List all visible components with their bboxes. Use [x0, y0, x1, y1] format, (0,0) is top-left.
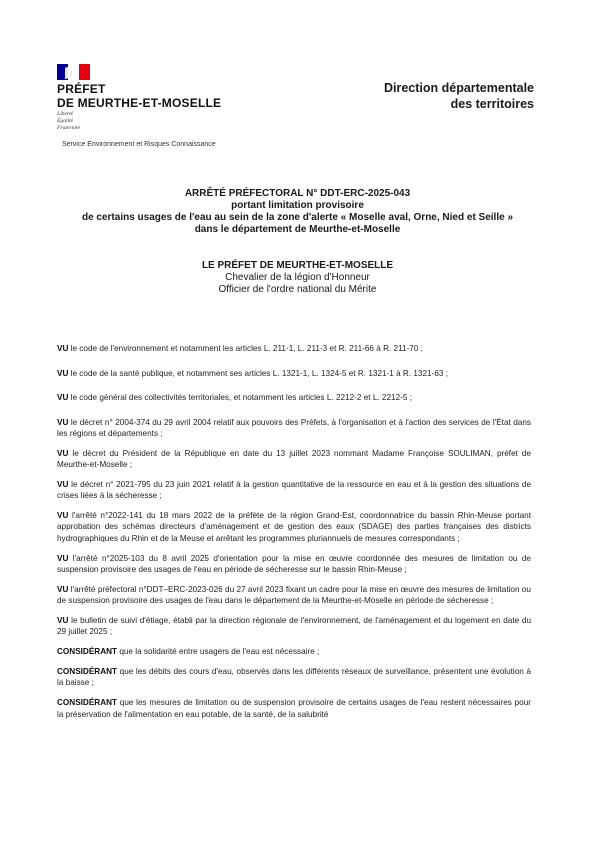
paragraph-text: le code de la santé publique, et notamment ses articles L. 1321-1, L. 1324-5 et R. 1321-1 à R. 1321-63 ; — [70, 368, 448, 378]
marianne-logo — [57, 64, 90, 80]
prefecture-name-line1: PRÉFET — [57, 82, 106, 96]
prefecture-name-line2: DE MEURTHE-ET-MOSELLE — [57, 95, 222, 110]
motto-liberte: Liberté — [57, 111, 74, 117]
paragraph-text: le bulletin de suivi d'étiage, établi par la direction régionale de l'environnement, de l'aménagement et du logement en date du 29 juillet 2025 ; — [57, 616, 531, 637]
legal-basis-paragraph — [57, 510, 531, 543]
paragraph-text: l'arrêté préfectoral n°DDT–ERC-2023-026 du 27 avril 2023 fixant un cadre pour la mise en œuvre des mesures de limitation ou de suspension provisoire des usages de l'eau dans le département de la Meurthe-et-Moselle en période de sécheresse ; — [57, 584, 531, 605]
decree-subject-line3: dans le département de Meurthe-et-Moselle — [194, 224, 401, 235]
legal-basis-paragraph — [57, 343, 531, 354]
decree-title — [40, 188, 555, 236]
paragraph-keyword: VU — [57, 511, 69, 521]
paragraph-keyword: VU — [57, 417, 69, 427]
legal-basis-paragraph — [57, 479, 531, 501]
decree-body — [57, 343, 531, 729]
paragraph-text: le décret n° 2021-795 du 23 juin 2021 relatif à la gestion quantitative de la ressource en eau et à la gestion des situations de crises liées à la sécheresse ; — [57, 480, 531, 501]
paragraph-text: le code de l'environnement et notamment les articles L. 211-1, L. 211-3 et R. 211-66 à R. 211-70 ; — [70, 344, 423, 353]
paragraph-text: que les débits des cours d'eau, observés dans les différents réseaux de surveillance, présentent une évolution à la baisse ; — [57, 667, 531, 688]
paragraph-text: l'arrêté n°2025-103 du 8 avril 2025 d'orientation pour la mise en œuvre coordonnée des mesures de limitation ou de suspension provisoire des usages de l'eau en période de sécheresse sur le bassin Rhin-Meuse ; — [57, 553, 531, 574]
paragraph-keyword: VU — [57, 368, 69, 378]
paragraph-keyword: VU — [57, 553, 69, 563]
legal-basis-paragraph — [57, 368, 531, 379]
paragraph-keyword: VU — [57, 344, 69, 353]
direction-name — [384, 80, 534, 112]
decree-subject-line1: portant limitation provisoire — [231, 200, 364, 211]
considerant-paragraph — [57, 666, 531, 688]
paragraph-keyword: VU — [57, 393, 69, 403]
considerant-paragraph — [57, 697, 531, 719]
paragraph-text: que la solidarité entre usagers de l'eau est nécessaire ; — [119, 647, 320, 657]
paragraph-keyword: VU — [57, 616, 69, 625]
service-name: Service Environnement et Risques Connaissance — [62, 141, 216, 148]
prefect-honor2: Officier de l'ordre national du Mérite — [218, 284, 377, 296]
considerant-paragraph — [57, 646, 531, 657]
paragraph-keyword: VU — [57, 584, 69, 594]
legal-basis-paragraph — [57, 584, 531, 606]
paragraph-keyword: CONSIDÉRANT — [57, 667, 118, 677]
motto-fraternite: Fraternité — [57, 125, 80, 131]
prefect-honor1: Chevalier de la légion d'Honneur — [225, 272, 370, 284]
paragraph-text: le décret du Président de la République en date du 13 juillet 2023 nommant Madame Françoise SOULIMAN, préfet de Meurthe-et-Moselle ; — [57, 448, 531, 470]
paragraph-keyword: CONSIDÉRANT — [57, 647, 118, 657]
prefect-name: LE PRÉFET DE MEURTHE-ET-MOSELLE — [201, 260, 394, 271]
paragraph-text: le décret n° 2004-374 du 29 avril 2004 relatif aux pouvoirs des Préfets, à l'organisation et à l'action des services de l'État dans les régions et départements ; — [57, 417, 531, 438]
republic-motto — [57, 111, 80, 132]
legal-basis-paragraph — [57, 392, 531, 403]
direction-line1: Direction départementale — [383, 81, 534, 95]
direction-line2: des territoires — [450, 97, 534, 111]
paragraph-keyword: VU — [57, 480, 69, 490]
legal-basis-paragraph — [57, 448, 531, 470]
paragraph-text: que les mesures de limitation ou de suspension provisoire de certains usages de l'eau restent nécessaires pour la préservation de l'alimentation en eau potable, de la santé, de la salubrité — [57, 698, 531, 719]
paragraph-keyword: CONSIDÉRANT — [57, 698, 118, 708]
paragraph-keyword: VU — [57, 448, 69, 458]
paragraph-text: l'arrêté n°2022-141 du 18 mars 2022 de la préfète de la région Grand-Est, coordonnatrice du bassin Rhin-Meuse portant approbation des schémas directeurs d'aménagement et de gestion des eaux (SDAGE) des parties françaises des districts hydrographiques du Rhin et de la Meuse et arrêtant les programmes pluriannuels de mesures correspondants ; — [57, 511, 531, 543]
decree-number: ARRÊTÉ PRÉFECTORAL N° DDT-ERC-2025-043 — [184, 188, 411, 199]
legal-basis-paragraph — [57, 553, 531, 575]
decree-subject-line2: de certains usages de l'eau au sein de la zone d'alerte « Moselle aval, Orne, Nied et Seille » — [81, 212, 514, 223]
prefecture-name — [57, 83, 221, 110]
paragraph-text: le code général des collectivités territoriales, et notamment les articles L. 2212-2 et L. 2212-5 ; — [70, 393, 412, 403]
legal-basis-paragraph — [57, 417, 531, 439]
legal-basis-paragraph — [57, 615, 531, 637]
prefect-block — [40, 260, 555, 297]
motto-egalite: Égalité — [57, 118, 74, 124]
